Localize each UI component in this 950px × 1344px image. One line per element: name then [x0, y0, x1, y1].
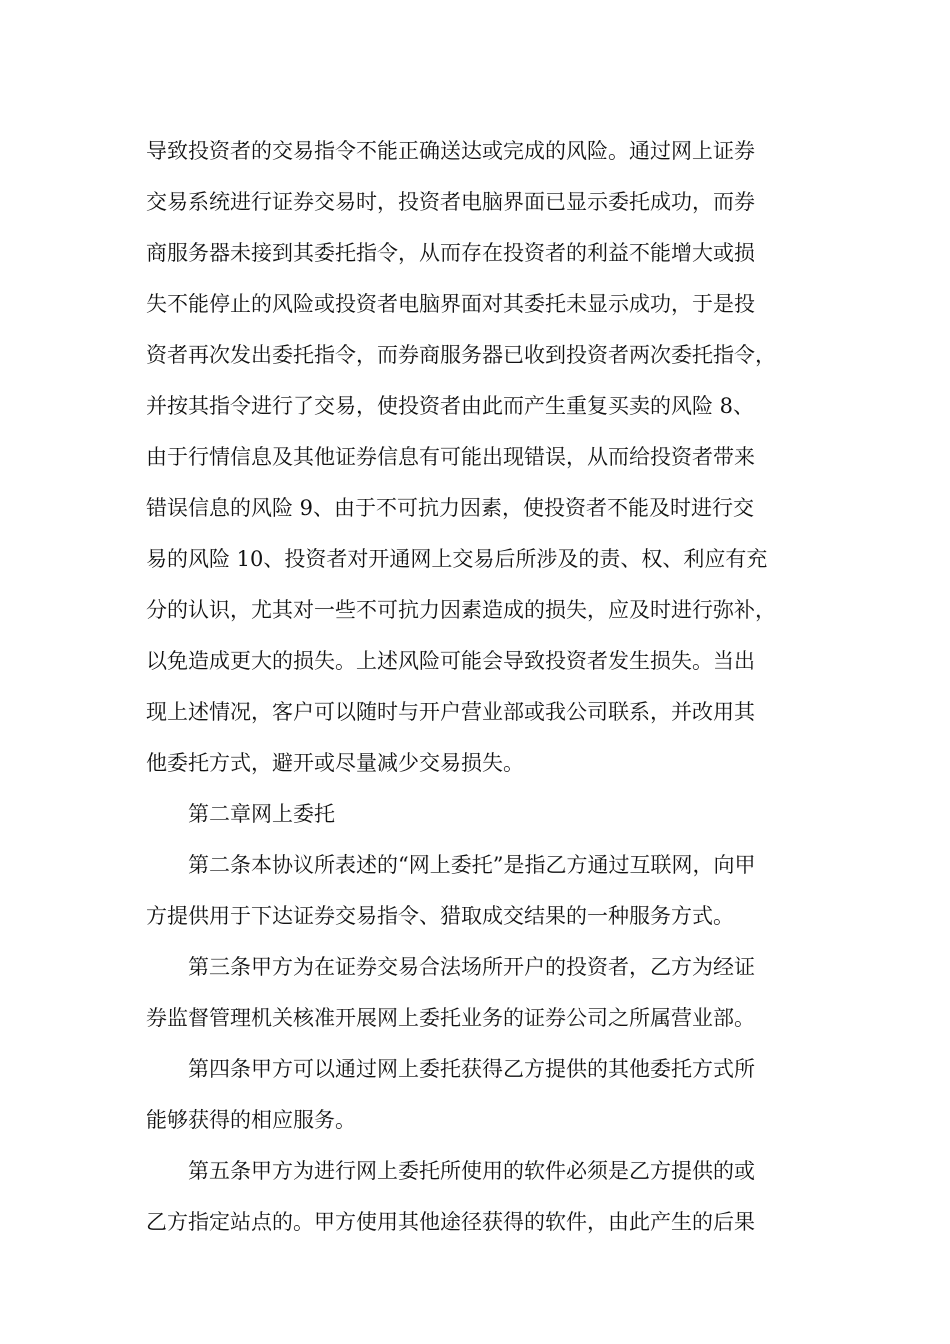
article-line: 第三条甲方为在证券交易合法场所开户的投资者，乙方为经证: [188, 955, 755, 979]
chapter-heading: 第二章网上委托: [188, 802, 335, 826]
article-line: 第五条甲方为进行网上委托所使用的软件必须是乙方提供的或: [188, 1159, 755, 1183]
text-line: 券监督管理机关核准开展网上委托业务的证券公司之所属营业部。: [146, 1006, 755, 1030]
text-line: 他委托方式，避开或尽量减少交易损失。: [146, 751, 524, 775]
text-line: 易的风险 10、投资者对开通网上交易后所涉及的责、权、利应有充: [146, 547, 768, 571]
article-line: 第四条甲方可以通过网上委托获得乙方提供的其他委托方式所: [188, 1057, 755, 1081]
text-line: 错误信息的风险 9、由于不可抗力因素，使投资者不能及时进行交: [146, 496, 755, 520]
text-line: 由于行情信息及其他证券信息有可能出现错误，从而给投资者带来: [146, 445, 755, 469]
text-line: 资者再次发出委托指令，而券商服务器已收到投资者两次委托指令，: [146, 343, 776, 367]
text-line: 现上述情况，客户可以随时与开户营业部或我公司联系，并改用其: [146, 700, 755, 724]
text-line: 并按其指令进行了交易，使投资者由此而产生重复买卖的风险 8、: [146, 394, 755, 418]
text-line: 失不能停止的风险或投资者电脑界面对其委托未显示成功，于是投: [146, 292, 755, 316]
text-line: 交易系统进行证券交易时，投资者电脑界面已显示委托成功，而券: [146, 190, 755, 214]
text-line: 分的认识，尤其对一些不可抗力因素造成的损失，应及时进行弥补，: [146, 598, 776, 622]
text-line: 导致投资者的交易指令不能正确送达或完成的风险。通过网上证券: [146, 139, 755, 163]
document-body: [146, 126, 816, 1248]
text-line: 方提供用于下达证券交易指令、猎取成交结果的一种服务方式。: [146, 904, 734, 928]
text-line: 以免造成更大的损失。上述风险可能会导致投资者发生损失。当出: [146, 649, 755, 673]
text-line: 能够获得的相应服务。: [146, 1108, 356, 1132]
text-line: 商服务器未接到其委托指令，从而存在投资者的利益不能增大或损: [146, 241, 755, 265]
text-line: 乙方指定站点的。甲方使用其他途径获得的软件，由此产生的后果: [146, 1210, 755, 1234]
article-line: 第二条本协议所表述的“网上委托”是指乙方通过互联网，向甲: [188, 853, 756, 877]
